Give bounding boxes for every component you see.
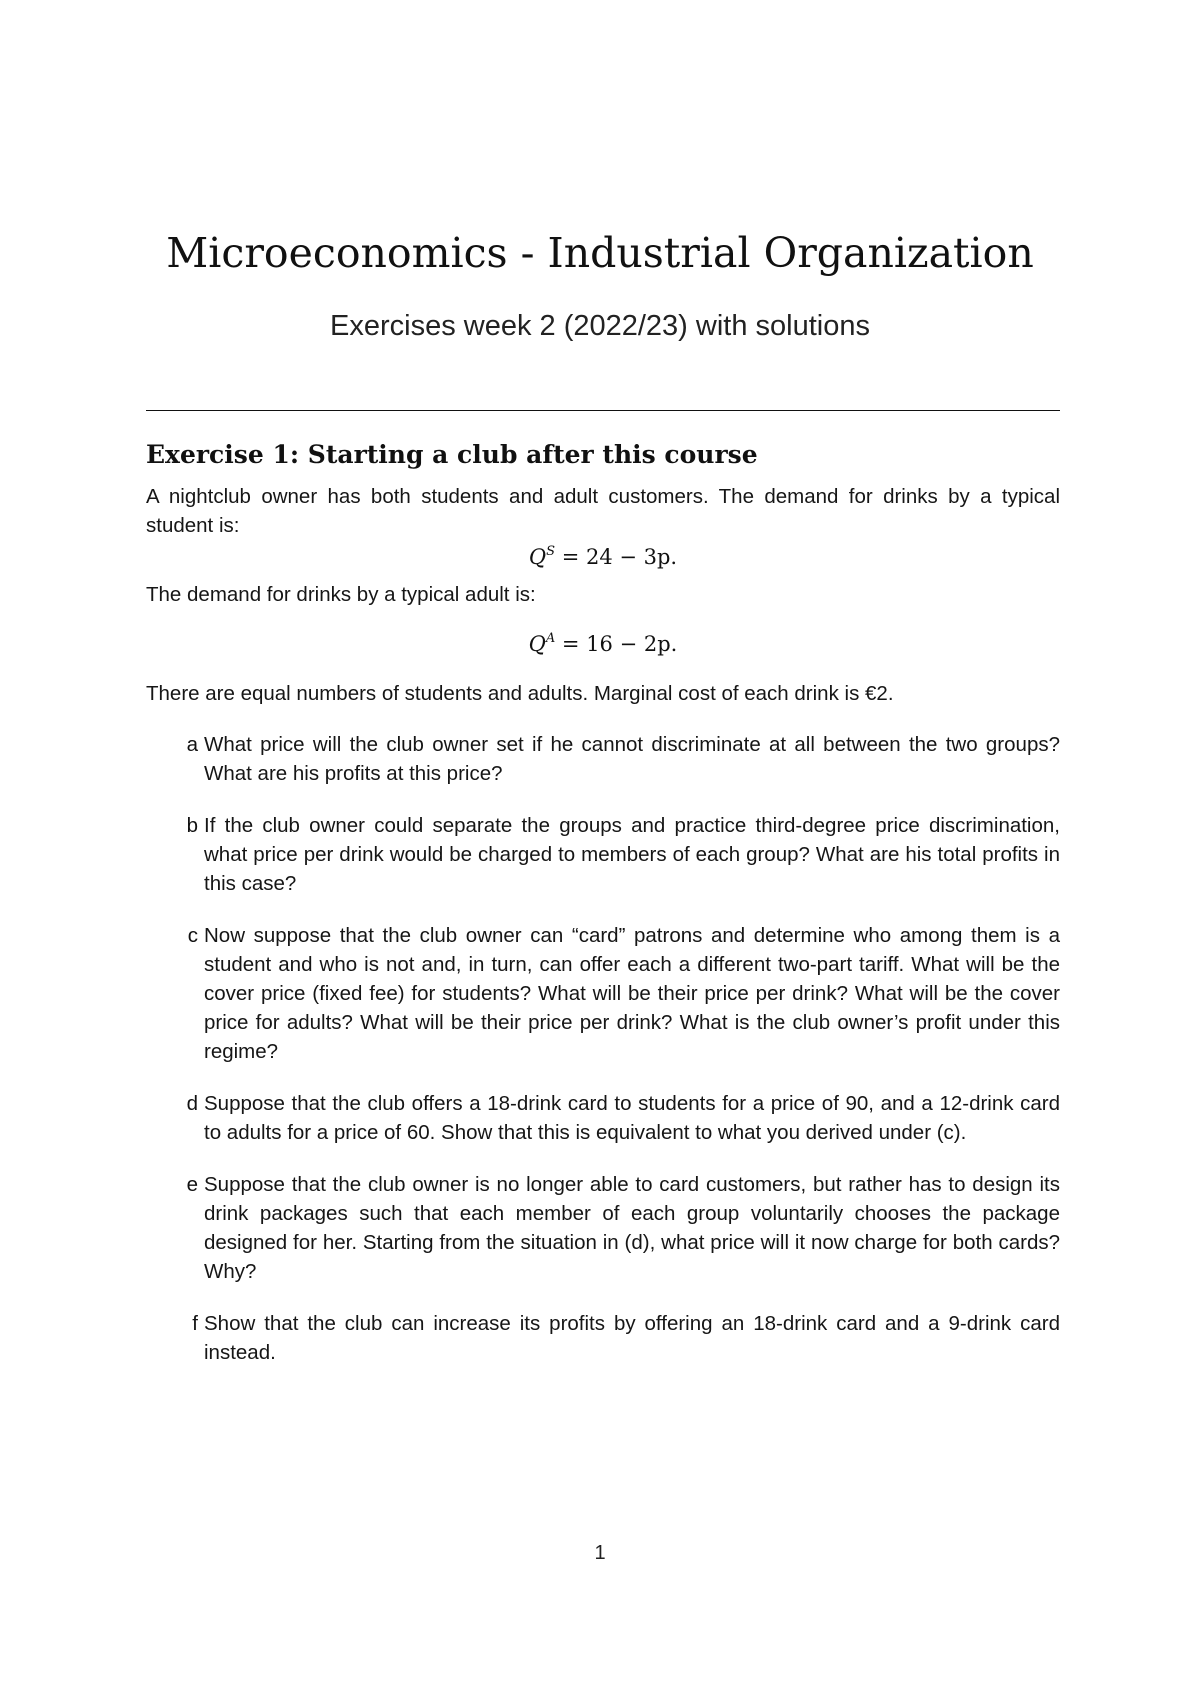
question-text: Suppose that the club offers a 18-drink card to students for a price of 90, and a 12-drink card to adults for a price of 60. Show that this is equivalent to what you derived under (c). <box>204 1092 1060 1144</box>
question-letter: f <box>192 1312 198 1335</box>
question-item <box>146 921 1060 1066</box>
question-item <box>146 1089 1060 1147</box>
question-text: Suppose that the club owner is no longer able to card customers, but rather has to design its drink packages such that each member of each group voluntarily chooses the package designed for her. Starting from the situation in (d), what price will it now charge for both cards? Why? <box>204 1173 1060 1283</box>
exercise-heading: Exercise 1: Starting a club after this course <box>146 440 758 469</box>
equation-superscript: A <box>545 631 556 646</box>
question-item <box>146 1170 1060 1286</box>
question-letter: a <box>186 733 198 756</box>
equation-superscript: S <box>546 544 556 559</box>
question-item <box>146 730 1060 788</box>
page-number: 1 <box>594 1542 606 1564</box>
student-demand-intro: A nightclub owner has both students and adult customers. The demand for drinks by a typical student is: <box>146 485 1060 537</box>
question-letter: b <box>186 814 198 837</box>
question-text: What price will the club owner set if he cannot discriminate at all between the two groups? What are his profits at this price? <box>204 733 1060 785</box>
document-subtitle: Exercises week 2 (2022/23) with solutions <box>330 310 870 342</box>
equation-rhs: = 24 − 3p. <box>555 545 678 569</box>
question-text: Show that the club can increase its profits by offering an 18-drink card and a 9-drink card instead. <box>204 1312 1060 1364</box>
adult-demand-equation <box>146 629 1060 659</box>
question-item <box>146 1309 1060 1367</box>
title-divider <box>146 410 1060 411</box>
question-text: Now suppose that the club owner can “card” patrons and determine who among them is a student and who is not and, in turn, can offer each a different two-part tariff. What will be the cover price (fixed fee) for students? What will be their price per drink? What will be the cover price for adults? What will be their price per drink? What is the club owner’s profit under this regime? <box>204 924 1060 1063</box>
equation-variable: Q <box>528 545 547 569</box>
equation-rhs: = 16 − 2p. <box>555 632 678 656</box>
marginal-cost-note: There are equal numbers of students and adults. Marginal cost of each drink is €2. <box>146 682 894 705</box>
question-letter: d <box>186 1092 198 1115</box>
question-letter: e <box>186 1173 198 1196</box>
exercise-section <box>146 438 1060 1390</box>
question-item <box>146 811 1060 898</box>
document-title: Microeconomics - Industrial Organization <box>166 229 1034 277</box>
student-demand-equation <box>146 542 1060 572</box>
question-letter: c <box>187 924 198 947</box>
adult-demand-intro: The demand for drinks by a typical adult is: <box>146 583 536 606</box>
equation-variable: Q <box>528 632 546 656</box>
question-list <box>146 730 1060 1367</box>
question-text: If the club owner could separate the groups and practice third-degree price discrimination, what price per drink would be charged to members of each group? What are his total profits in this case? <box>204 814 1060 895</box>
